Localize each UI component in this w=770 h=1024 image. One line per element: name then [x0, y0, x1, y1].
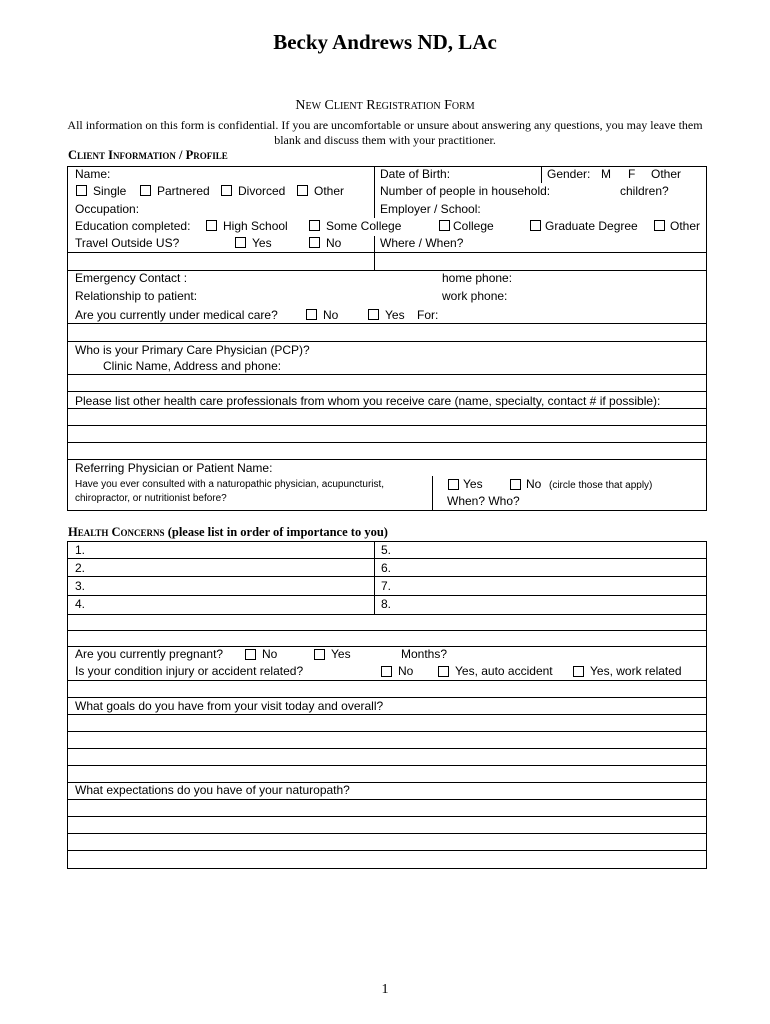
consulted-question-line2: chiropractor, or nutritionist before? — [75, 493, 227, 504]
graduate-checkbox[interactable] — [530, 220, 541, 231]
occupation-label: Occupation: — [75, 202, 140, 216]
gender-m-option[interactable]: M — [601, 167, 611, 181]
single-label: Single — [93, 184, 127, 198]
divorced-label: Divorced — [238, 184, 286, 198]
referring-label: Referring Physician or Patient Name: — [75, 461, 273, 475]
concern-item-8: 8. — [381, 597, 392, 611]
consulted-yes-label: Yes — [463, 477, 483, 491]
other-professionals-label: Please list other health care professionals from whom you receive care (name, specialty, contact # if possible): — [75, 394, 661, 408]
college-checkbox[interactable] — [439, 220, 450, 231]
work-related-label: Yes, work related — [590, 664, 682, 678]
gender-other-option[interactable]: Other — [651, 167, 682, 181]
concern-item-7: 7. — [381, 579, 392, 593]
goals-label: What goals do you have from your visit today and overall? — [75, 699, 384, 713]
consulted-yes-checkbox[interactable] — [448, 479, 459, 490]
clinic-label: Clinic Name, Address and phone: — [103, 359, 282, 373]
graduate-label: Graduate Degree — [545, 219, 638, 233]
travel-yes-label: Yes — [252, 236, 272, 250]
children-label: children? — [620, 184, 669, 198]
pregnant-yes-checkbox[interactable] — [314, 649, 325, 660]
months-label: Months? — [401, 647, 448, 661]
concern-item-2: 2. — [75, 561, 86, 575]
form-title: New Client Registration Form — [295, 98, 475, 113]
medical-yes-label: Yes — [385, 308, 405, 322]
name-label: Name: — [75, 167, 111, 181]
home-phone-label: home phone: — [442, 271, 513, 285]
medical-yes-checkbox[interactable] — [368, 309, 379, 320]
high-school-label: High School — [223, 219, 288, 233]
practitioner-name: Becky Andrews ND, LAc — [273, 30, 497, 54]
pregnant-no-checkbox[interactable] — [245, 649, 256, 660]
injury-no-label: No — [398, 664, 414, 678]
injury-no-checkbox[interactable] — [381, 666, 392, 677]
partnered-checkbox[interactable] — [140, 185, 151, 196]
some-college-label: Some College — [326, 219, 402, 233]
high-school-checkbox[interactable] — [206, 220, 217, 231]
medical-no-label: No — [323, 308, 339, 322]
travel-no-label: No — [326, 236, 342, 250]
some-college-checkbox[interactable] — [309, 220, 320, 231]
work-phone-label: work phone: — [442, 289, 508, 303]
for-label: For: — [417, 308, 439, 322]
consulted-no-label: No — [526, 477, 542, 491]
intro-text: All information on this form is confidential. If you are uncomfortable or unsure about answering any questions, you may leave them blank and discuss them with your practitioner. — [67, 118, 703, 147]
pregnant-yes-label: Yes — [331, 647, 351, 661]
dob-label: Date of Birth: — [380, 167, 451, 181]
education-label: Education completed: — [75, 219, 191, 233]
auto-accident-label: Yes, auto accident — [455, 664, 553, 678]
emergency-contact-label: Emergency Contact : — [75, 271, 188, 285]
consulted-no-checkbox[interactable] — [510, 479, 521, 490]
college-label: College — [453, 219, 494, 233]
concern-item-5: 5. — [381, 543, 392, 557]
auto-accident-checkbox[interactable] — [438, 666, 449, 677]
injury-label: Is your condition injury or accident related? — [75, 664, 304, 678]
concern-item-4: 4. — [75, 597, 86, 611]
concern-item-3: 3. — [75, 579, 86, 593]
single-checkbox[interactable] — [76, 185, 87, 196]
divorced-checkbox[interactable] — [221, 185, 232, 196]
medical-care-label: Are you currently under medical care? — [75, 308, 278, 322]
edu-other-label: Other — [670, 219, 701, 233]
health-concerns-heading: Health Concerns (please list in order of importance to you) — [68, 525, 388, 539]
when-who-label: When? Who? — [447, 494, 520, 508]
status-other-label: Other — [314, 184, 345, 198]
status-other-checkbox[interactable] — [297, 185, 308, 196]
expectations-label: What expectations do you have of your naturopath? — [75, 783, 350, 797]
pcp-label: Who is your Primary Care Physician (PCP)? — [75, 343, 310, 357]
pregnant-label: Are you currently pregnant? — [75, 647, 224, 661]
partnered-label: Partnered — [157, 184, 210, 198]
concern-item-1: 1. — [75, 543, 86, 557]
edu-other-checkbox[interactable] — [654, 220, 665, 231]
medical-no-checkbox[interactable] — [306, 309, 317, 320]
household-label: Number of people in household: — [380, 184, 551, 198]
circle-note: (circle those that apply) — [549, 480, 653, 491]
gender-f-option[interactable]: F — [628, 167, 636, 181]
page-number: 1 — [381, 982, 389, 997]
pregnant-no-label: No — [262, 647, 278, 661]
concern-item-6: 6. — [381, 561, 392, 575]
travel-yes-checkbox[interactable] — [235, 237, 246, 248]
travel-no-checkbox[interactable] — [309, 237, 320, 248]
consulted-question-line1: Have you ever consulted with a naturopathic physician, acupuncturist, — [75, 479, 385, 490]
gender-label: Gender: — [547, 167, 591, 181]
client-info-heading: Client Information / Profile — [68, 148, 228, 162]
relationship-label: Relationship to patient: — [75, 289, 198, 303]
employer-label: Employer / School: — [380, 202, 481, 216]
travel-label: Travel Outside US? — [75, 236, 180, 250]
where-when-label: Where / When? — [380, 236, 464, 250]
work-related-checkbox[interactable] — [573, 666, 584, 677]
